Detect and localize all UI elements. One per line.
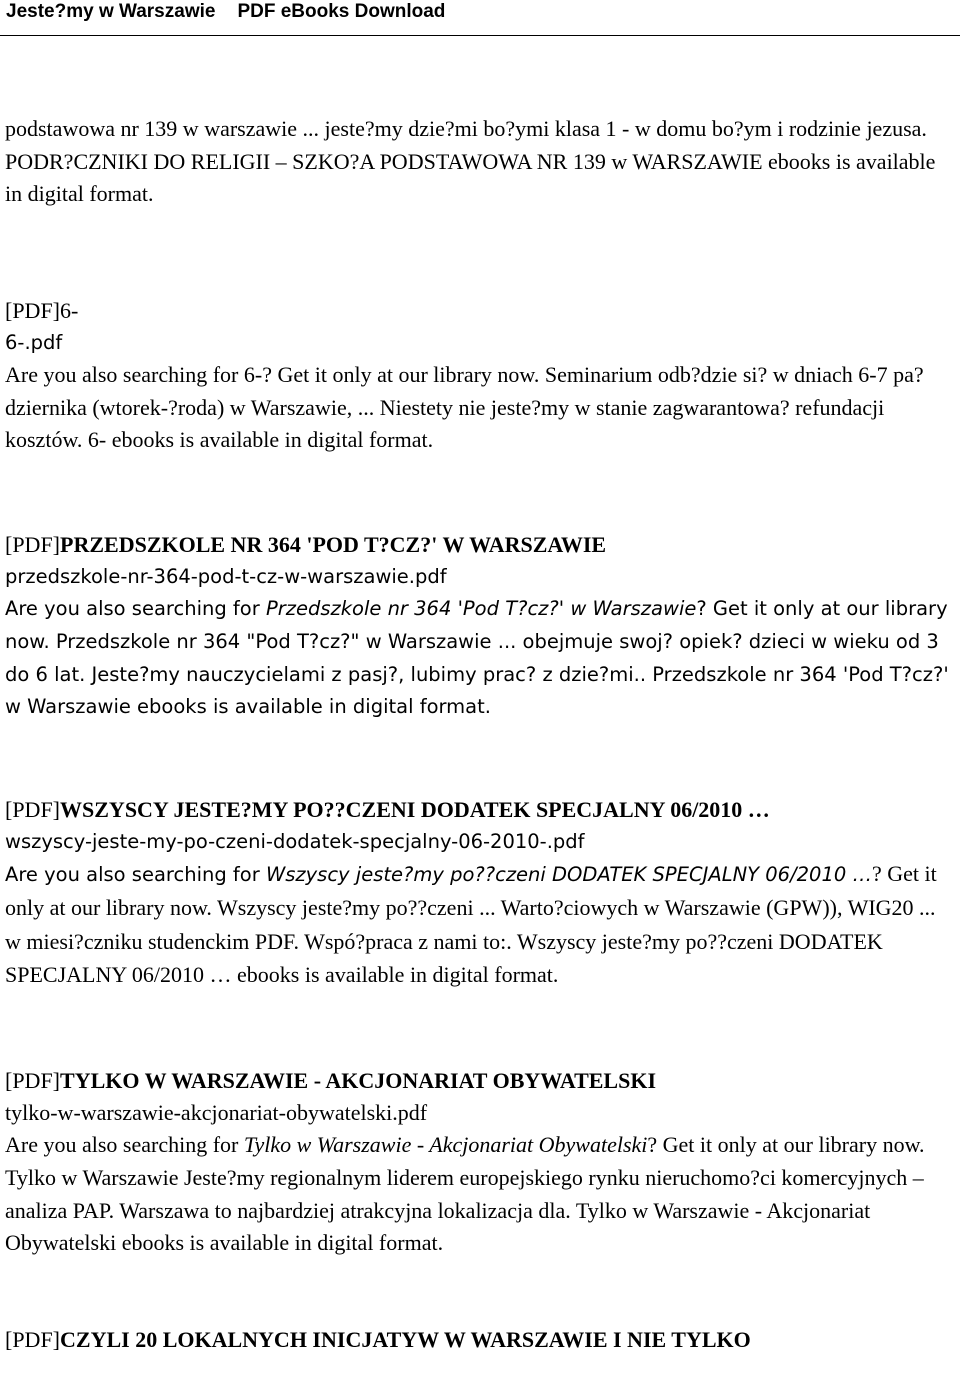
result-description [5, 359, 955, 457]
desc-query: 6- [243, 362, 263, 388]
result-entry [5, 295, 955, 457]
result-title-6[interactable] [5, 295, 955, 327]
pdf-prefix: [PDF] [5, 1067, 61, 1093]
result-description [5, 1129, 955, 1259]
result-entry [5, 1065, 955, 1260]
result-title-text: CZYLI 20 LOKALNYCH INICJATYW W WARSZAWIE I NIE TYLKO [60, 1326, 751, 1352]
result-title-text: WSZYSCY JESTE?MY PO??CZENI DODATEK SPECJALNY 06/2010 … [60, 796, 770, 822]
result-filename: tylko-w-warszawie-akcjonariat-obywatelski.pdf [5, 1099, 428, 1125]
site-tagline: PDF eBooks Download [237, 1, 446, 22]
site-title: Jeste?my w Warszawie [6, 1, 216, 22]
desc-body: ? Get it only at our library now. Tylko w Warszawie Jeste?my regionalnym liderem europejskiego rynku nieruchomo?ci komercyjnych – analiza PAP. Warszawa to najbardziej atrakcyjna lokalizacja dla. Tylko w Warszawie - Akcjonariat Obywatelski ebooks is available in digital format. [5, 1132, 925, 1256]
result-description [5, 858, 955, 992]
result-title-text: TYLKO W WARSZAWIE - AKCJONARIAT OBYWATELSKI [60, 1067, 657, 1093]
result-filename: wszyscy-jeste-my-po-czeni-dodatek-specjalny-06-2010-.pdf [5, 829, 585, 853]
result-entry [5, 794, 955, 993]
desc-lead: Are you also searching for [5, 597, 266, 621]
desc-lead: Are you also searching for [5, 863, 266, 887]
page-header [0, 0, 960, 34]
result-title-przedszkole[interactable] [5, 529, 955, 561]
result-description [5, 593, 955, 723]
result-filename: przedszkole-nr-364-pod-t-cz-w-warszawie.pdf [5, 564, 447, 588]
desc-body: ? Get it only at our library now. Seminarium odb?dzie si? w dniach 6-7 pa?dziernika (wtorek-?roda) w Warszawie, ... Niestety nie jeste?my w stanie zagwarantowa? refundacji kosztów. 6- ebooks is available in digital format. [5, 362, 924, 453]
pdf-prefix: [PDF] [5, 531, 61, 557]
pdf-prefix: [PDF] [5, 1326, 61, 1352]
desc-lead: Are you also searching for [5, 362, 244, 388]
intro-paragraph: podstawowa nr 139 w warszawie ... jeste?my dzie?mi bo?ymi klasa 1 - w domu bo?ym i rodzinie jezusa. PODR?CZNIKI DO RELIGII – SZKO?A PODSTAWOWA NR 139 w WARSZAWIE ebooks is available in digital format. [5, 116, 936, 206]
result-title-czyli[interactable] [5, 1324, 955, 1356]
desc-query: Tylko w Warszawie - Akcjonariat Obywatelski [243, 1132, 648, 1158]
desc-body: ? Get it only at our library now. Wszyscy jeste?my po??czeni ... Warto?ciowych w Warszawie (GPW)), WIG20 ... w miesi?czniku studenckim PDF. Wspó?praca z nami to:. Wszyscy jeste?my po??czeni DODATEK SPECJALNY 06/2010 … ebooks is available in digital format. [5, 861, 937, 988]
result-filename: 6-.pdf [5, 330, 63, 354]
result-title-tylko[interactable] [5, 1065, 955, 1097]
desc-lead: Are you also searching for [5, 1132, 244, 1158]
header-divider [0, 35, 960, 36]
result-entry [5, 1324, 955, 1356]
result-title-text: PRZEDSZKOLE NR 364 'POD T?CZ?' W WARSZAWIE [60, 531, 607, 557]
pdf-prefix: [PDF] [5, 297, 61, 323]
desc-query: Wszyscy jeste?my po??czeni DODATEK SPECJALNY 06/2010 … [265, 863, 872, 887]
main-content [5, 113, 955, 1356]
result-title-wszyscy[interactable] [5, 794, 955, 826]
desc-query: Przedszkole nr 364 'Pod T?cz?' w Warszawie [265, 597, 697, 621]
pdf-prefix: [PDF] [5, 796, 61, 822]
result-entry [5, 529, 955, 724]
desc-body: ? Get it only at our library now. Przedszkole nr 364 "Pod T?cz?" w Warszawie ... obejmuje swoj? opiek? dzieci w wieku od 3 do 6 lat. Jeste?my nauczycielami z pasj?, lubimy prac? z dzie?mi.. Przedszkole nr 364 'Pod T?cz?' w Warszawie ebooks is available in digital format. [5, 597, 949, 719]
result-title-text: 6- [60, 297, 79, 323]
